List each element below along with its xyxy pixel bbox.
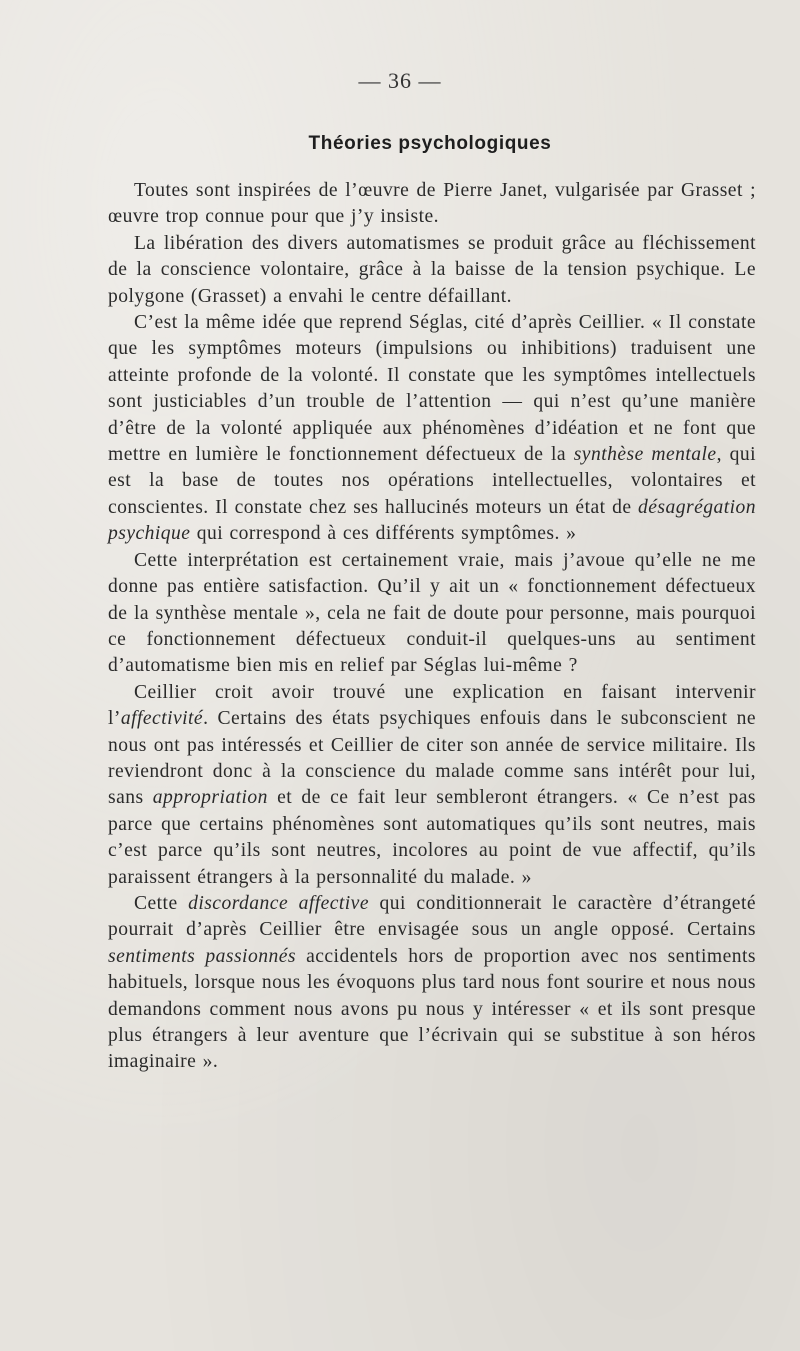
paragraph-5-italic-1: affectivité — [120, 708, 204, 730]
paragraph-2: La libération des divers automatismes se produit grâce au fléchissement de la conscience volontaire, grâce à la baisse de la tension psychique. Le polygone (Grasset) a envahi le centre défaillant. — [108, 232, 756, 307]
paragraph-5-text-1: Ceillier croit avoir trouvé une explication en faisant intervenir l’ — [108, 681, 756, 730]
paragraph-3-italic-2: désagrégation psychique — [108, 496, 756, 545]
section-heading: Théories psychologiques — [308, 133, 552, 154]
body-text — [108, 178, 756, 1076]
paragraph-3-text-3: qui correspond à ces différents symptômes. » — [190, 523, 577, 545]
paragraph-5-italic-2: appropriation — [152, 787, 268, 809]
paragraph-5-text-3: et de ce fait leur sembleront étrangers. « Ce n’est pas parce que certains phénomènes sont automatiques qu’ils sont neutres, mais c’est parce qu’ils sont neutres, incolores au point de vue affectif, qu’ils paraissent étrangers à la personnalité du malade. » — [108, 787, 756, 888]
page-number: — 36 — — [358, 68, 442, 93]
paragraph-6-text-1: Cette — [134, 892, 189, 914]
paragraph-6-text-3: accidentels hors de proportion avec nos sentiments habituels, lorsque nous les évoquons plus tard nous font sourire et nous nous demandons comment nous avons pu nous y intéresser « et ils sont presque plus étrangers à leur aventure que l’écrivain qui se substitue à son héros imaginaire ». — [108, 945, 756, 1073]
paragraph-6-italic-2: sentiments passionnés — [108, 945, 296, 967]
paragraph-5 — [108, 680, 756, 891]
paragraph-6 — [108, 891, 756, 1076]
paragraph-3-text-2: , qui est la base de toutes nos opérations intellectuelles, volontaires et conscientes. Il constate chez ses hallucinés moteurs un état de — [108, 444, 756, 518]
paragraph-6-italic-1: discordance affective — [188, 892, 369, 914]
paragraph-3-italic-1: synthèse mentale — [573, 444, 717, 466]
paragraph-6-text-2: qui conditionnerait le caractère d’étrangeté pourrait d’après Ceillier être envisagée sous un angle opposé. Certains — [108, 892, 756, 941]
paragraph-4: Cette interprétation est certainement vraie, mais j’avoue qu’elle ne me donne pas entière satisfaction. Qu’il y ait un « fonctionnement défectueux de la synthèse mentale », cela ne fait de doute pour personne, mais pourquoi ce fonctionnement défectueux conduit-il quelques-uns au sentiment d’automatisme bien mis en relief par Séglas lui-même ? — [108, 549, 756, 677]
paragraph-1: Toutes sont inspirées de l’œuvre de Pierre Janet, vulgarisée par Grasset ; œuvre trop connue pour que j’y insiste. — [108, 180, 756, 228]
paragraph-5-text-2: . Certains des états psychiques enfouis dans le subconscient ne nous ont pas intéressés et Ceillier de citer son année de service militaire. Ils reviendront donc à la conscience du malade comme sans intérêt pour lui, sans — [108, 708, 756, 809]
paragraph-3-text-1: C’est la même idée que reprend Séglas, cité d’après Ceillier. « Il constate que les symptômes moteurs (impulsions ou inhibitions) traduisent une atteinte profonde de la volonté. Il constate que les symptômes intellectuels sont justiciables d’un trouble de l’attention — qui n’est qu’une manière d’être de la volonté appliquée aux phénomènes d’idéation et ne font que mettre en lumière le fonctionnement défectueux de la — [108, 312, 756, 466]
paragraph-3 — [108, 310, 756, 548]
